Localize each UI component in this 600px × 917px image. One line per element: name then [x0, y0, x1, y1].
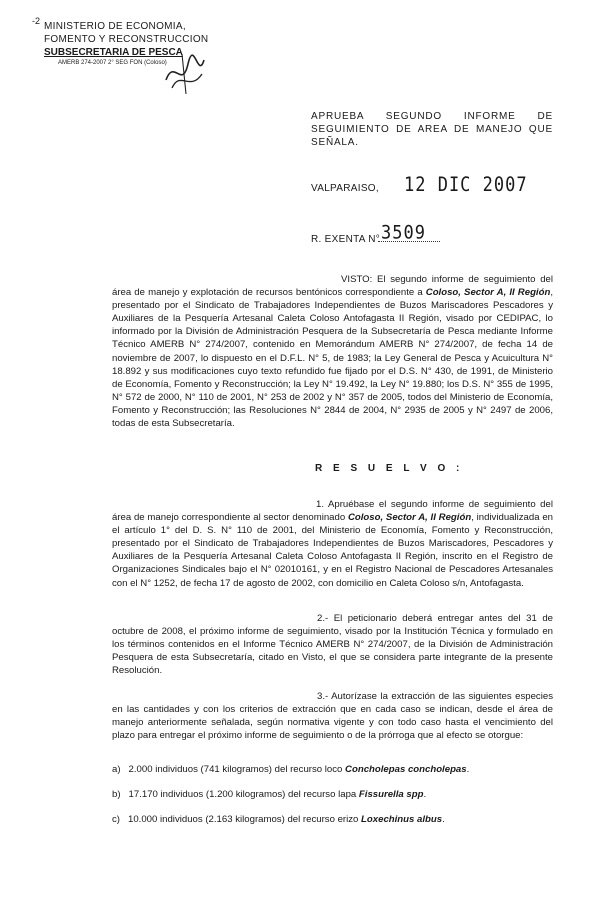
subsecretaria-line: SUBSECRETARIA DE PESCA: [44, 47, 183, 58]
exenta-label: R. EXENTA N°: [311, 234, 381, 245]
visto-text-1: VISTO: El segundo informe de seguimiento del área de manejo y explotación de recursos bentónicos correspondiente a: [112, 274, 553, 299]
resuelvo-heading: R E S U E L V O :: [315, 463, 464, 474]
species-name: Fissurella spp: [358, 789, 424, 800]
species-name: Loxechinus albus: [361, 814, 443, 825]
article-1-text-1: 1. Apruébase el segundo informe de seguimiento del área de manejo correspondiente al sector denominado: [112, 499, 553, 524]
article-1-text-2: , individualizada en el artículo 1° del D. S. N° 110 de 2001, del Ministerio de Economía, Fomento y Reconstrucción, presentado por el Sindicato de Trabajadores Independientes de Buzos Mariscadores, Pescadores y Auxiliares de la Pesquería Artesanal Caleta Coloso Antofagasta II Región, inscrito en el Registro de Organizaciones Sindicales bajo el N° 02010161, y en el Registro Nacional de Pescadores Artesanales con el N° 1252, de fecha 17 de agosto de 2002, con domicilio en Caleta Coloso s/n, Antofagasta.: [112, 512, 554, 589]
list-item: b) 17.170 individuos (1.200 kilogramos) del recurso lapa Fissurella spp.: [112, 789, 427, 800]
list-item: a) 2.000 individuos (741 kilogramos) del recurso loco Concholepas concholepas.: [112, 764, 470, 775]
article-2-paragraph: [112, 612, 553, 677]
ministry-line-1: MINISTERIO DE ECONOMIA,: [44, 21, 186, 32]
article-3-text: 3.- Autorízase la extracción de las siguientes especies en las cantidades y con los criterios de extracción que en cada caso se indican, desde el área de manejo anteriormente señalada, según normativa vigente y con todo caso hasta el vencimiento del plazo para entregar el próximo informe de seguimiento o de la prórroga que al efecto se otorgue:: [112, 691, 553, 742]
article-1-sector-name: Coloso, Sector A, II Región: [347, 512, 472, 524]
article-2-text: 2.- El peticionario deberá entregar antes del 31 de octubre de 2008, el próximo informe de seguimiento, visado por la Institución Técnica y formulado en los términos contenidos en el Informe Técnico AMERB N° 274/2007, de la División de Administración Pesquera de esta Subsecretaría, citado en Visto, el que se considera parte integrante de la presente Resolución.: [112, 613, 553, 677]
exenta-number-stamp: 3509: [381, 222, 426, 244]
article-3-paragraph: [112, 690, 553, 742]
list-item: c) 10.000 individuos (2.163 kilogramos) del recurso erizo Loxechinus albus.: [112, 814, 445, 825]
number-underline: [378, 241, 440, 242]
signature-initials-icon: [162, 50, 208, 96]
place-label: VALPARAISO,: [311, 183, 379, 194]
document-subject: APRUEBA SEGUNDO INFORME DE SEGUIMIENTO DE AREA DE MANEJO QUE SEÑALA.: [311, 111, 553, 148]
visto-paragraph: [112, 273, 553, 430]
letterhead: [32, 16, 224, 67]
ministry-line-2: FOMENTO Y RECONSTRUCCION: [44, 34, 209, 45]
reference-code: AMERB 274-2007 2° SEG FON (Coloso): [58, 60, 167, 66]
page-mark: -2: [32, 16, 41, 26]
date-stamp: 12 DIC 2007: [404, 173, 528, 197]
visto-sector-name: Coloso, Sector A, II Región: [425, 287, 551, 299]
article-1-paragraph: [112, 498, 553, 590]
visto-text-2: , presentado por el Sindicato de Trabajadores Independientes de Buzos Mariscadores Pescadores y Auxiliares de la Pesquería Artesanal Caleta Coloso Antofagasta II Región, visado por CEDIPAC, lo informado por la División de Administración Pesquera de la Subsecretaría de Pesca mediante Informe Técnico AMERB N° 274/2007, contenido en Memorándum AMERB N° 274/2007, de fecha 14 de noviembre de 2007, lo dispuesto en el D.F.L. N° 5, de 1983; la Ley General de Pesca y Acuicultura N° 18.892 y sus modificaciones cuyo texto refundido fue fijado por el D.S. N° 430, de 1991, de Ministerio de Economía, Fomento y Reconstrucción; la Ley N° 19.492, la Ley N° 19.880; los D.S. N° 355 de 1995, N° 572 de 2000, N° 110 de 2001, N° 253 de 2002 y N° 357 de 2005, todos del Ministerio de Economía, Fomento y Reconstrucción; las Resoluciones N° 2844 de 2004, N° 2935 de 2005 y N° 2497 de 2006, todas de esta Subsecretaría.: [112, 287, 553, 430]
species-name: Concholepas concholepas: [345, 764, 467, 775]
